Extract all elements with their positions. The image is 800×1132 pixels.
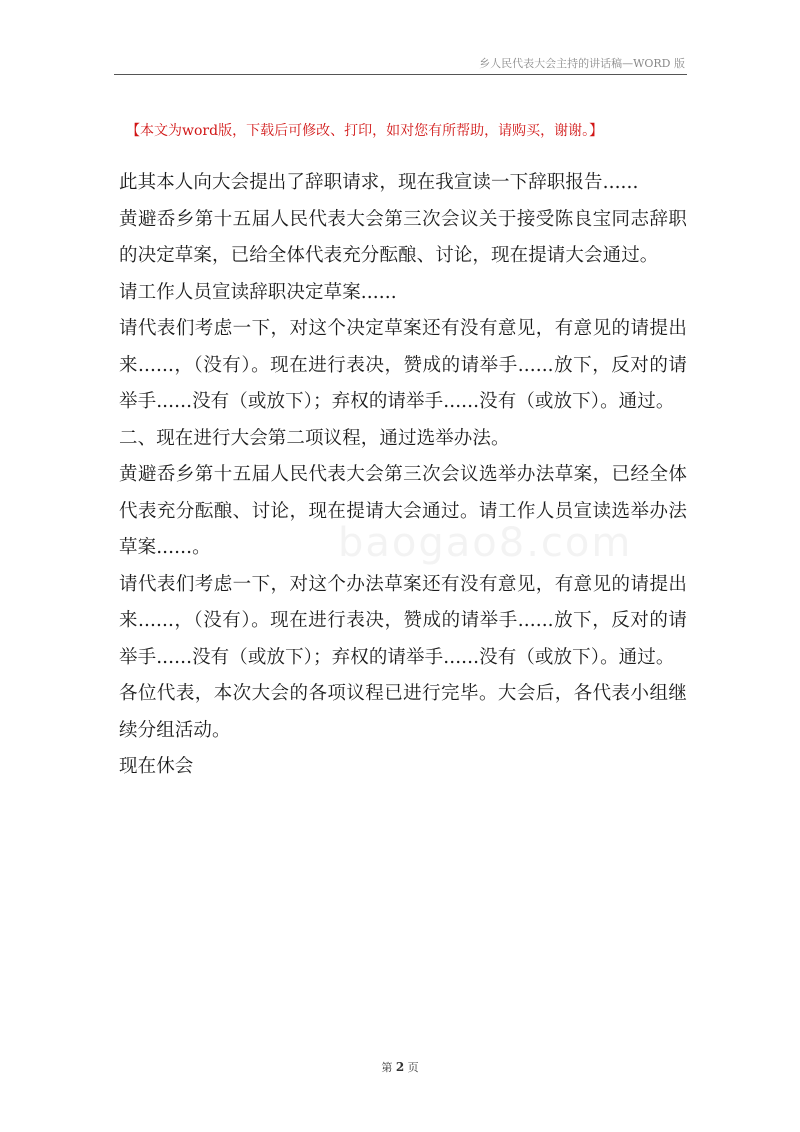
- paragraph: 二、现在进行大会第二项议程，通过选举办法。: [119, 427, 510, 449]
- paragraph: 各位代表，本次大会的各项议程已进行完毕。大会后，各代表小组继续分组活动。: [119, 683, 687, 741]
- page-header: [114, 52, 687, 75]
- paragraph: 请代表们考虑一下，对这个决定草案还有没有意见，有意见的请提出来......，（没有）。现在进行表决，赞成的请举手......放下，反对的请举手......没有（或放下）；弃权的请举手......没有（或放下）。通过。: [119, 318, 687, 412]
- page-footer: [0, 1059, 800, 1075]
- header-title: 乡人民代表大会主持的讲话稿—WORD 版: [479, 57, 685, 70]
- paragraph: 黄避岙乡第十五届人民代表大会第三次会议关于接受陈良宝同志辞职的决定草案，已给全体代表充分酝酿、讨论，现在提请大会通过。: [119, 208, 687, 266]
- paragraph: 现在休会: [119, 756, 194, 777]
- paragraph: 请工作人员宣读辞职决定草案......: [119, 281, 397, 303]
- paragraph: 黄避岙乡第十五届人民代表大会第三次会议选举办法草案，已经全体代表充分酝酿、讨论，现在提请大会通过。请工作人员宣读选举办法草案......。: [119, 464, 687, 558]
- paragraph: 请代表们考虑一下，对这个办法草案还有没有意见，有意见的请提出来......，（没有）。现在进行表决，赞成的请举手......放下，反对的请举手......没有（或放下）；弃权的请举手......没有（或放下）。通过。: [119, 573, 687, 668]
- page-number: 2: [395, 1060, 405, 1074]
- footer-suffix: 页: [407, 1061, 419, 1074]
- footer-prefix: 第: [381, 1061, 393, 1074]
- watermark: baogao8.com: [338, 520, 633, 566]
- document-body: [119, 165, 687, 786]
- paragraph: 此其本人向大会提出了辞职请求，现在我宣读一下辞职报告......: [119, 172, 639, 193]
- purchase-notice: 【本文为word版，下载后可修改、打印，如对您有所帮助，请购买，谢谢。】: [126, 123, 604, 139]
